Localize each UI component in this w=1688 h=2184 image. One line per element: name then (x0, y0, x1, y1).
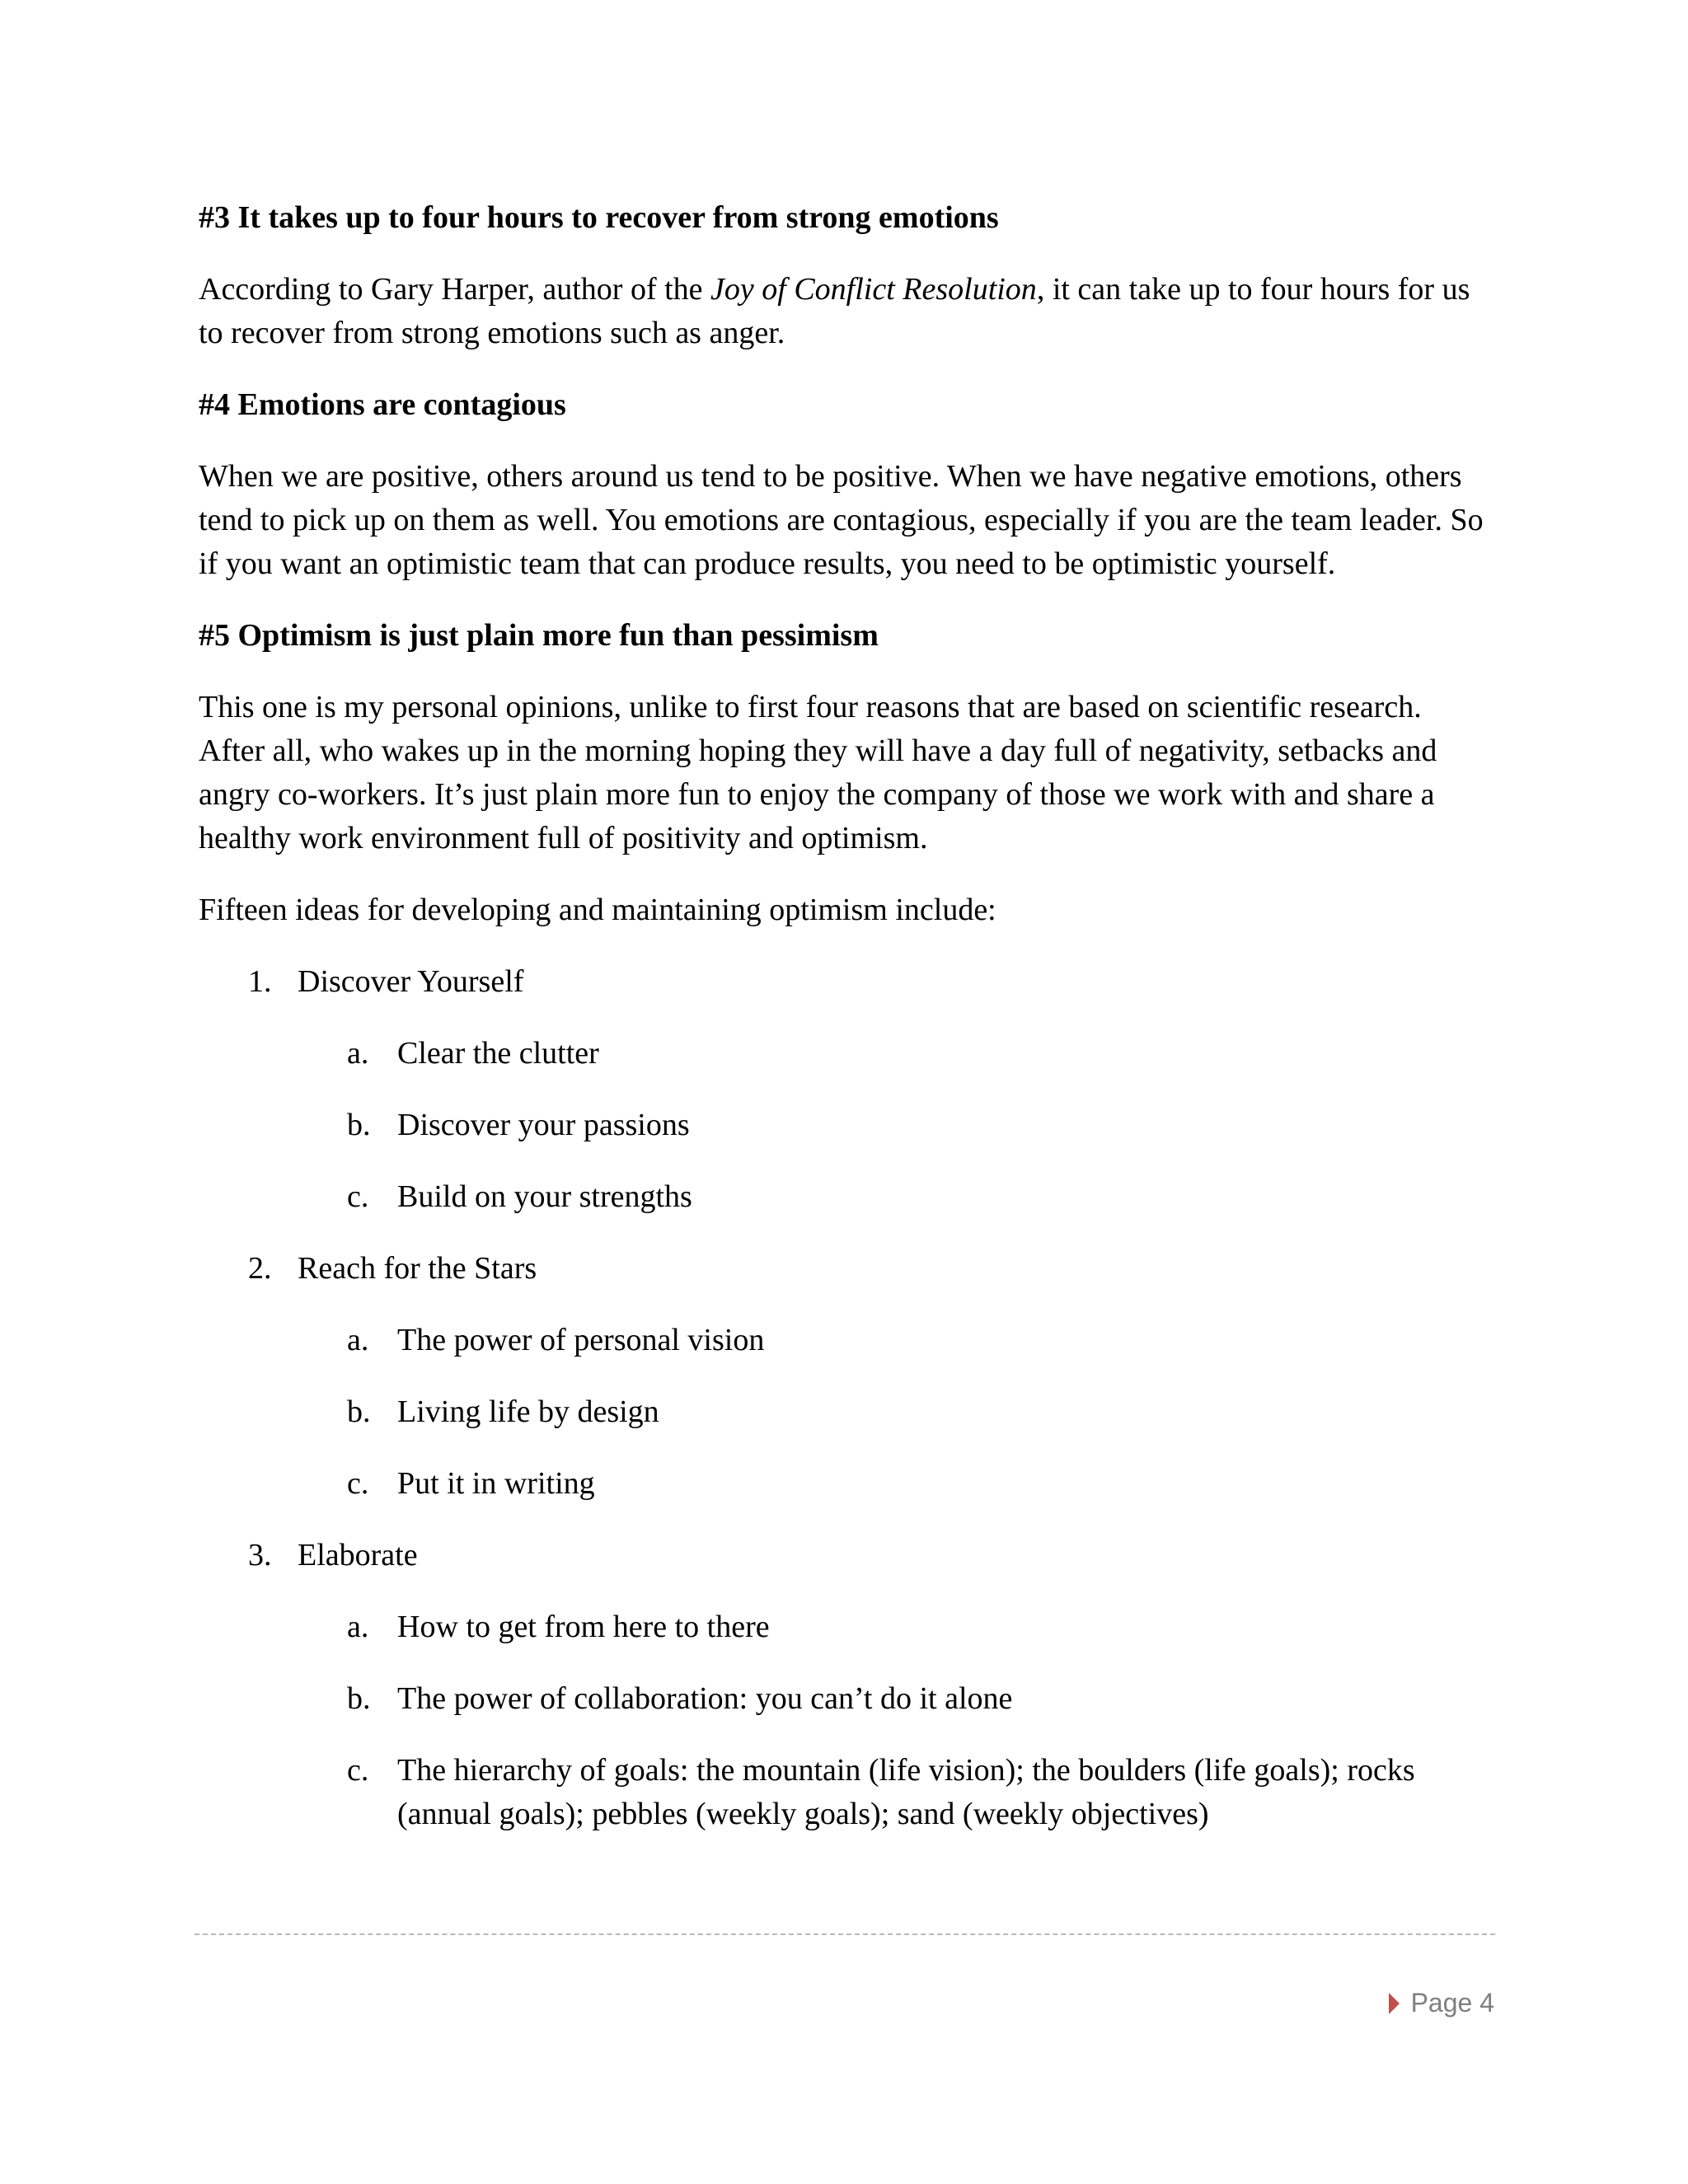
section-body-3 (199, 268, 1493, 355)
book-title: Joy of Conflict Resolution (710, 272, 1037, 307)
triangle-right-icon (1389, 1993, 1400, 2014)
list-item (199, 1247, 1493, 1291)
sub-list-item-letter: a. (347, 1036, 369, 1071)
list-item (199, 1534, 1493, 1577)
sub-list-item-text: Living life by design (397, 1394, 659, 1429)
section-heading-3: #3 It takes up to four hours to recover from strong emotions (199, 200, 999, 235)
section-heading-4: #4 Emotions are contagious (199, 387, 566, 422)
list-item-label: Discover Yourself (298, 964, 524, 999)
section-body-5: This one is my personal opinions, unlike to first four reasons that are based on scientific research. After all, who wakes up in the morning hoping they will have a day full of negativity, setbacks and angry co-workers. It’s just plain more fun to enjoy the company of those we work with and share a healthy work environment full of positivity and optimism. (199, 690, 1437, 855)
footer-divider (195, 1933, 1495, 1935)
sub-list-item (199, 1749, 1493, 1836)
section-body-3-before: According to Gary Harper, author of the (199, 272, 711, 307)
list-intro: Fifteen ideas for developing and maintaining optimism include: (199, 893, 996, 927)
page-footer (1389, 1988, 1494, 2018)
sub-list-item-text: The hierarchy of goals: the mountain (life vision); the boulders (life goals); rocks (annual goals); pebbles (weekly goals); sand (weekly objectives) (397, 1753, 1415, 1831)
list-item-number: 2. (248, 1251, 272, 1286)
sub-list-item-text: How to get from here to there (397, 1610, 770, 1644)
ideas-list (199, 960, 1493, 1836)
sub-list-item (199, 1032, 1493, 1076)
sub-list-item-letter: c. (347, 1466, 369, 1501)
sub-list-item-text: Clear the clutter (397, 1036, 599, 1071)
sub-list-item-text: Discover your passions (397, 1108, 690, 1142)
sub-list-item (199, 1104, 1493, 1147)
sub-list-item-letter: b. (347, 1108, 371, 1142)
list-item-label: Reach for the Stars (298, 1251, 537, 1286)
sub-list-item (199, 1175, 1493, 1219)
list-item-label: Elaborate (298, 1538, 418, 1572)
section-heading-5: #5 Optimism is just plain more fun than pessimism (199, 618, 879, 653)
sub-list-item (199, 1677, 1493, 1721)
list-item (199, 960, 1493, 1004)
sub-list-item-text: The power of personal vision (397, 1323, 765, 1357)
sub-list-item (199, 1462, 1493, 1506)
list-item-number: 1. (248, 964, 272, 999)
sub-list-item-letter: c. (347, 1753, 369, 1788)
sub-list-item-text: The power of collaboration: you can’t do it alone (397, 1681, 1013, 1716)
sub-list-item-text: Build on your strengths (397, 1179, 692, 1214)
sub-list-item-text: Put it in writing (397, 1466, 595, 1501)
list-item-number: 3. (248, 1538, 272, 1572)
section-body-3-after: , it can take up to four hours for us to recover from strong emotions such as anger. (199, 272, 1470, 350)
sub-list-item (199, 1390, 1493, 1434)
page-number: Page 4 (1410, 1988, 1494, 2018)
sub-list-item (199, 1605, 1493, 1649)
sub-list-item-letter: c. (347, 1179, 369, 1214)
sub-list-item-letter: a. (347, 1610, 369, 1644)
sub-list-item (199, 1319, 1493, 1362)
sub-list-item-letter: b. (347, 1681, 371, 1716)
page-content (199, 196, 1493, 1864)
sub-list-item-letter: b. (347, 1394, 371, 1429)
sub-list-item-letter: a. (347, 1323, 369, 1357)
section-body-4: When we are positive, others around us tend to be positive. When we have negative emotions, others tend to pick up on them as well. You emotions are contagious, especially if you are the team leader. So if you want an optimistic team that can produce results, you need to be optimistic yourself. (199, 459, 1484, 581)
